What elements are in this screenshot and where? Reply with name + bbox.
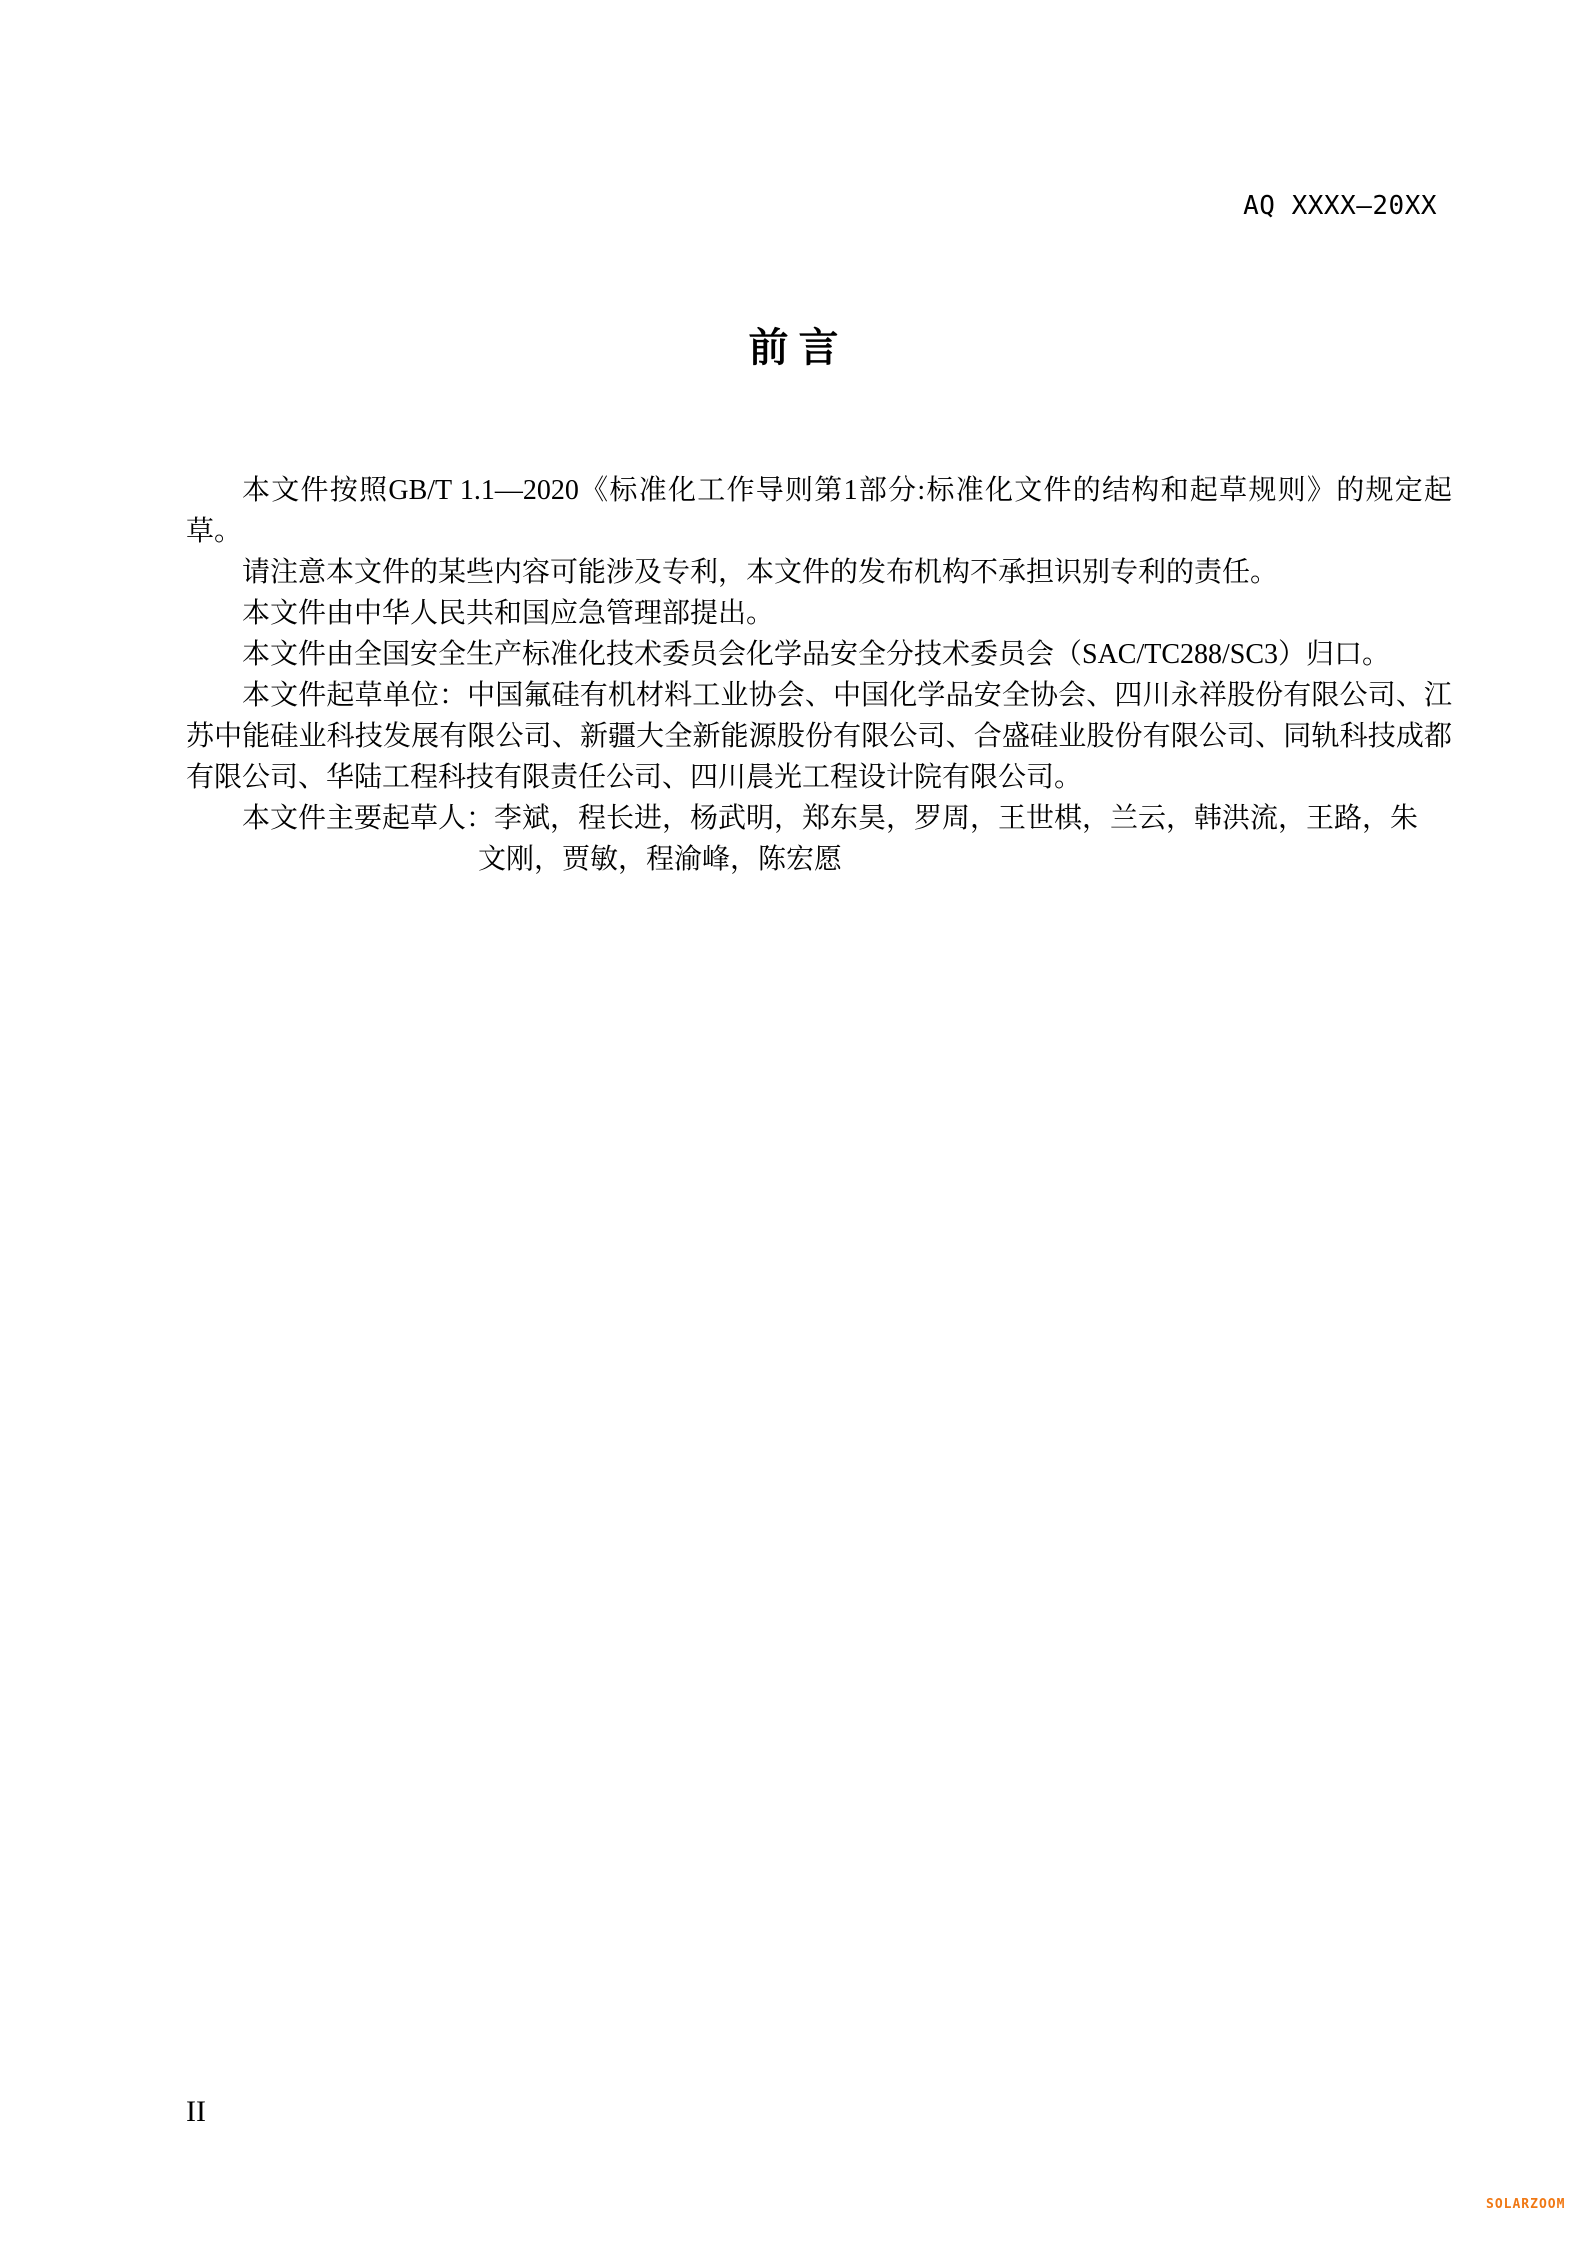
foreword-body [186, 470, 1452, 880]
foreword-title: 前言 [748, 326, 849, 370]
page-number: II [186, 2095, 206, 2128]
paragraph-patent-notice: 请注意本文件的某些内容可能涉及专利，本文件的发布机构不承担识别专利的责任。 [242, 557, 1279, 588]
paragraph-drafting-rules: 本文件按照GB/T 1.1—2020《标准化工作导则第1部分:标准化文件的结构和起草规则》的规定起草。 [186, 475, 1452, 547]
paragraph-proposed-by: 本文件由中华人民共和国应急管理部提出。 [242, 598, 775, 629]
solarzoom-watermark: SOLARZOOM [1486, 2197, 1566, 2212]
paragraph-drafters-line1: 本文件主要起草人：李斌，程长进，杨武明，郑东昊，罗周，王世棋，兰云，韩洪流，王路，朱 [242, 803, 1419, 834]
paragraph-drafting-organizations: 本文件起草单位：中国氟硅有机材料工业协会、中国化学品安全协会、四川永祥股份有限公司、江苏中能硅业科技发展有限公司、新疆大全新能源股份有限公司、合盛硅业股份有限公司、同轨科技成都有限公司、华陆工程科技有限责任公司、四川晨光工程设计院有限公司。 [186, 680, 1452, 793]
paragraph-drafters-line2: 文刚，贾敏，程渝峰，陈宏愿 [478, 844, 843, 875]
standard-number: AQ XXXX—20XX [1243, 191, 1437, 221]
paragraph-centralized-by: 本文件由全国安全生产标准化技术委员会化学品安全分技术委员会（SAC/TC288/SC3）归口。 [242, 639, 1391, 670]
